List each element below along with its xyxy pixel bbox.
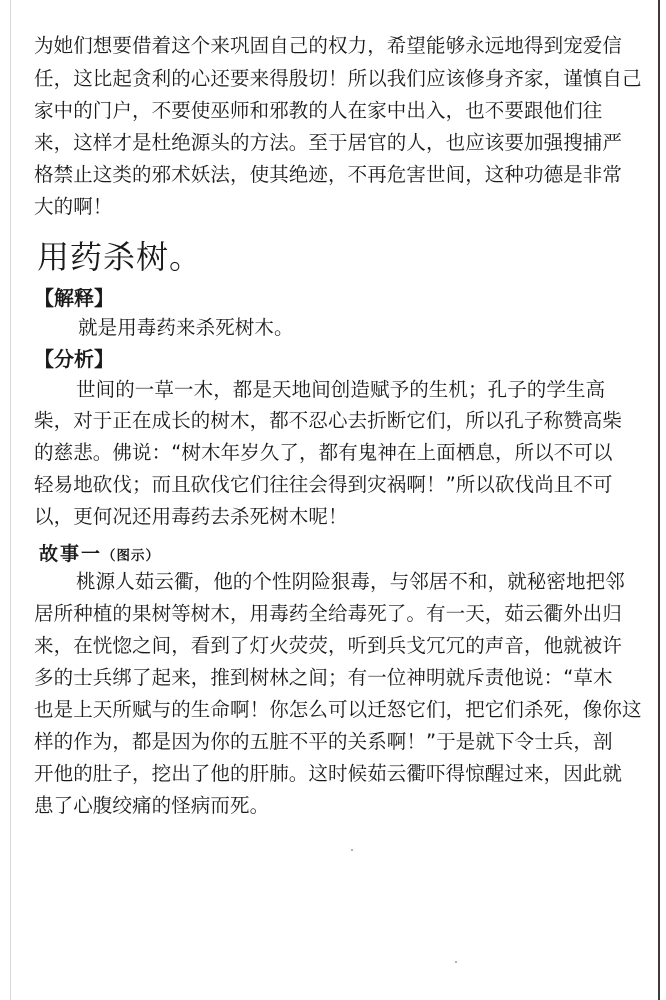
explanation-text: 就是用毒药来杀死树木。: [78, 316, 294, 339]
analysis-line-2: 柴，对于正在成长的树木，都不忍心去折断它们，所以孔子称赞高柴: [34, 409, 623, 432]
opening-line-3: 家中的门户，不要使巫师和邪教的人在家中出入，也不要跟他们往: [34, 99, 603, 122]
page-left-border: [10, 0, 11, 1000]
analysis-line-3: 的慈悲。佛说：“树木年岁久了，都有鬼神在上面栖息，所以不可以: [34, 441, 613, 464]
story-line-5: 也是上天所赋与的生命啊！你怎么可以迁怒它们，把它们杀死，像你这: [34, 698, 642, 721]
story-line-6: 样的作为，都是因为你的五脏不平的关系啊！”于是就下令士兵，剖: [34, 730, 613, 753]
story-title-note: （图示）: [102, 548, 161, 564]
story-line-7: 开他的肚子，挖出了他的肝肺。这时候茹云衢吓得惊醒过来，因此就: [34, 762, 623, 785]
print-speck: [455, 961, 457, 963]
story-title-text: 故事一: [39, 543, 103, 565]
opening-line-6: 大的啊！: [34, 195, 113, 218]
story-line-3: 来，在恍惚之间，看到了灯火荧荧，听到兵戈冗冗的声音，他就被许: [34, 634, 623, 657]
story-line-2: 居所种植的果树等树木，用毒药全给毒死了。有一天，茹云衢外出归: [34, 602, 623, 625]
print-speck: [351, 849, 353, 851]
analysis-line-4: 轻易地砍伐；而且砍伐它们往往会得到灾祸啊！”所以砍伐尚且不可: [34, 473, 613, 496]
explanation-label: 【解释】: [34, 286, 114, 310]
story-line-1: 桃源人茹云衢，他的个性阴险狠毒，与邻居不和，就秘密地把邻: [76, 570, 625, 593]
opening-line-4: 来，这样才是杜绝源头的方法。至于居官的人，也应该要加强搜捕严: [34, 131, 623, 154]
story-title: [39, 539, 160, 566]
opening-line-1: 为她们想要借着这个来巩固自己的权力，希望能够永远地得到宠爱信: [34, 34, 623, 57]
analysis-line-5: 以，更何况还用毒药去杀死树木呢！: [34, 505, 348, 528]
story-line-4: 多的士兵绑了起来，推到树林之间；有一位神明就斥责他说：“草木: [34, 666, 613, 689]
analysis-label: 【分析】: [34, 347, 114, 371]
story-line-8: 患了心腹绞痛的怪病而死。: [34, 794, 270, 817]
analysis-line-1: 世间的一草一木，都是天地间创造赋予的生机；孔子的学生高: [76, 378, 606, 401]
page-right-border: [658, 0, 660, 1000]
section-heading: 用药杀树。: [37, 238, 203, 276]
opening-line-2: 任，这比起贪利的心还要来得殷切！所以我们应该修身齐家，谨慎自己: [34, 67, 642, 90]
opening-line-5: 格禁止这类的邪术妖法，使其绝迹，不再危害世间，这种功德是非常: [34, 163, 623, 186]
